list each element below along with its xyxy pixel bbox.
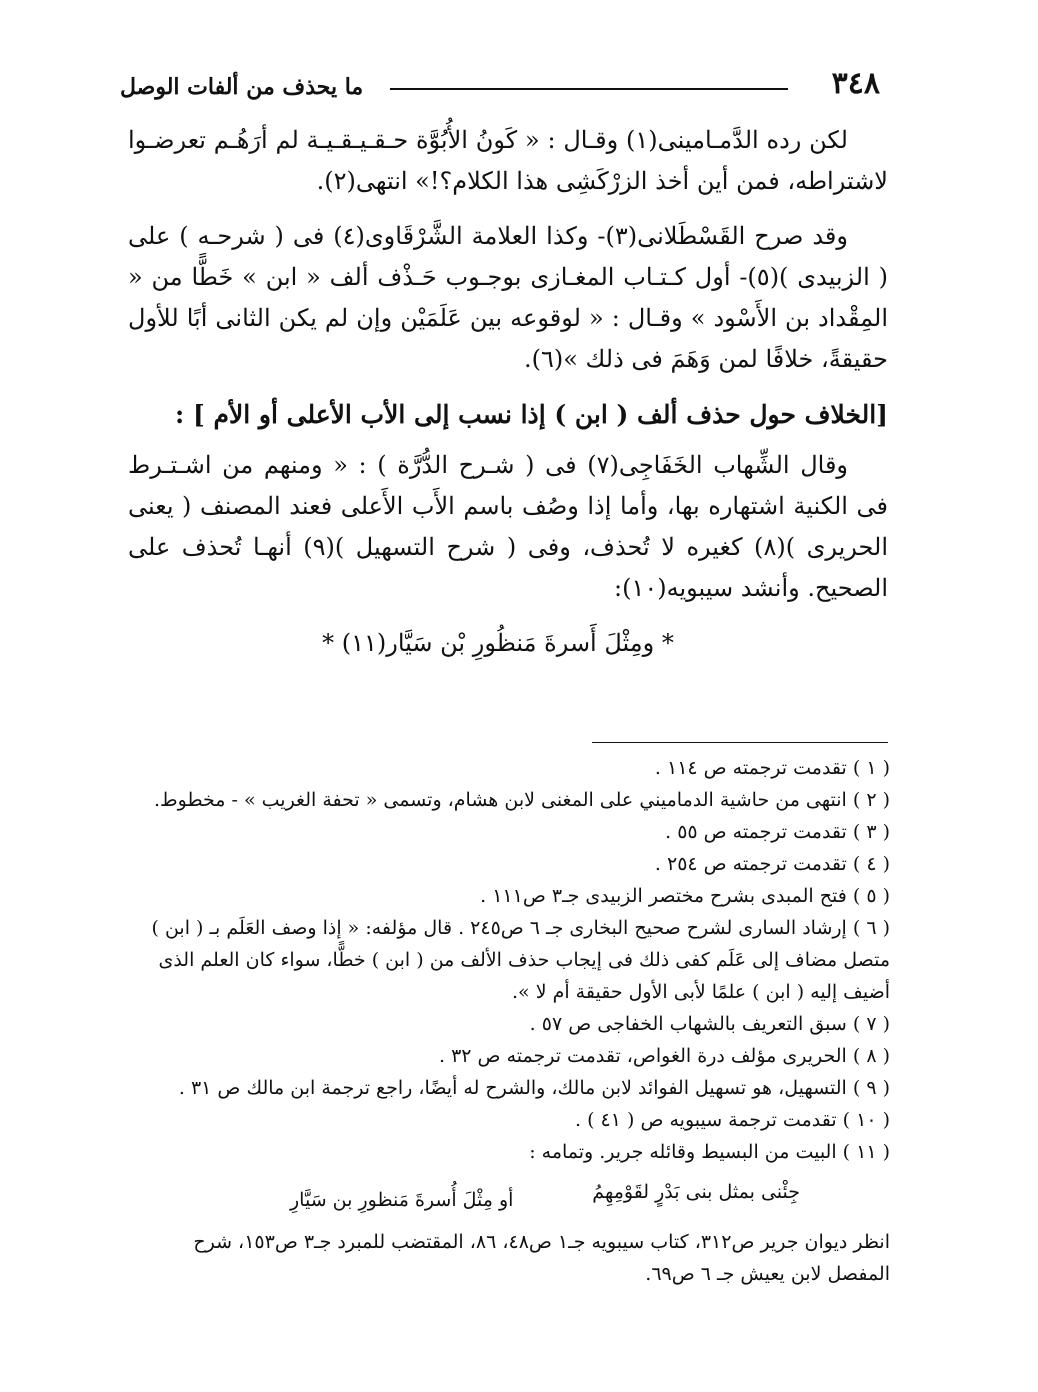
footnote-9: ( ٩ ) التسهيل، هو تسهيل الفوائد لابن مالك، والشرح له أيضًا، راجع ترجمة ابن مالك ص ٣١ . <box>178 1077 890 1099</box>
footnote-5: ( ٥ ) فتح المبدى بشرح مختصر الزبيدى جـ٣ ص١١١ . <box>480 885 890 907</box>
running-title: ما يحذف من ألفات الوصل <box>120 74 364 100</box>
footnote-3: ( ٣ ) تقدمت ترجمته ص ٥٥ . <box>665 821 890 843</box>
footnote-7: ( ٧ ) سبق التعريف بالشهاب الخفاجى ص ٥٧ . <box>529 1013 890 1035</box>
header-rule <box>390 88 788 90</box>
poem-hemistich-1: جِئْنى بمثل بنى بَدْرٍ لقَوْمِهِمُ <box>592 1181 800 1203</box>
footnote-2: ( ٢ ) انتهى من حاشية الدماميني على المغنى لابن هشام، وتسمى « تحفة الغريب » - مخطوط. <box>154 789 890 811</box>
footnote-references: انظر ديوان جرير ص٣١٢، كتاب سيبويه جـ١ ص٤٨، ٨٦، المقتضب للمبرد جـ٣ ص١٥٣، شرح المفصل لابن يعيش جـ ٦ ص٦٩. <box>193 1231 890 1285</box>
footnote-4: ( ٤ ) تقدمت ترجمته ص ٢٥٤ . <box>654 853 890 875</box>
footnote-1: ( ١ ) تقدمت ترجمته ص ١١٤ . <box>654 757 890 779</box>
verse-line: * ومِثْلَ أَسرةَ مَنظُورِ بْن سَيَّار(١١) * <box>322 629 674 657</box>
footnotes <box>150 752 890 1290</box>
poem-hemistich-2: أو مِثْلَ أُسرةَ مَنظورِ بن سَيَّارِ <box>290 1189 514 1211</box>
paragraph-3: وقال الشِّهاب الخَفَاجِى(٧) فى ( شـرح الدُّرَّة ) : « ومنهم من اشـتـرط فى الكنية اشتهاره بها، وأما إذا وصُف باسم الأَب الأَعلى فعند المصنف ( يعنى الحريرى )(٨) كغيره لا تُحذف، وفى ( شرح التسهيل )(٩) أنهـا تُحذف على الصحيح. وأنشد سيبويه(١٠): <box>128 451 889 602</box>
paragraph-1: لكن رده الدَّمـامينى(١) وقـال : « كَونُ الأُبُوَّة حـقـيـقـيـة لم أرَهُـم تعرضـوا لاشتراطه، فمن أين أخذ الزرْكَشِى هذا الكلام؟!» انتهى(٢). <box>128 126 888 195</box>
footnote-rule <box>592 742 888 743</box>
footnote-8: ( ٨ ) الحريرى مؤلف درة الغواص، تقدمت ترجمته ص ٣٢ . <box>439 1045 890 1067</box>
page-header <box>120 66 880 110</box>
footnote-6: ( ٦ ) إرشاد السارى لشرح صحيح البخارى جـ ٦ ص٢٤٥ . قال مؤلفه: « إذا وصف العَلَم بـ ( ابن ) متصل مضاف إلى عَلَم كفى ذلك فى إيجاب حذف الألف من ( ابن ) خطًّا، سواء كان العلم الذى أضيف إليه ( ابن ) علمًا لأبى الأول حقيقة أم لا ». <box>151 917 890 1003</box>
paragraph-2: وقد صرح القَسْطَلانى(٣)- وكذا العلامة الشَّرْقَاوى(٤) فى ( شرحـه ) على ( الزبيدى )(٥)- أول كـتـاب المغـازى بوجـوب حَـذْف ألف « ابن » خَطًّا من « المِقْداد بن الأَسْود » وقـال : « لوقوعه بين عَلَمَيْن وإن لم يكن الثانى أبًا للأول حقيقةً، خلافًا لمن وَهَمَ فى ذلك »(٦). <box>128 222 889 373</box>
page-number: ٣٤٨ <box>831 66 880 101</box>
footnote-10: ( ١٠ ) تقدمت ترجمة سيبويه ص ( ٤١ ) . <box>575 1109 890 1131</box>
main-text <box>128 120 888 664</box>
footnote-11: ( ١١ ) البيت من البسيط وقائله جرير. وتمامه : <box>529 1141 890 1163</box>
section-heading: [الخلاف حول حذف ألف ( ابن ) إذا نسب إلى الأب الأعلى أو الأم ] : <box>175 400 888 429</box>
poem-verse <box>150 1170 890 1226</box>
